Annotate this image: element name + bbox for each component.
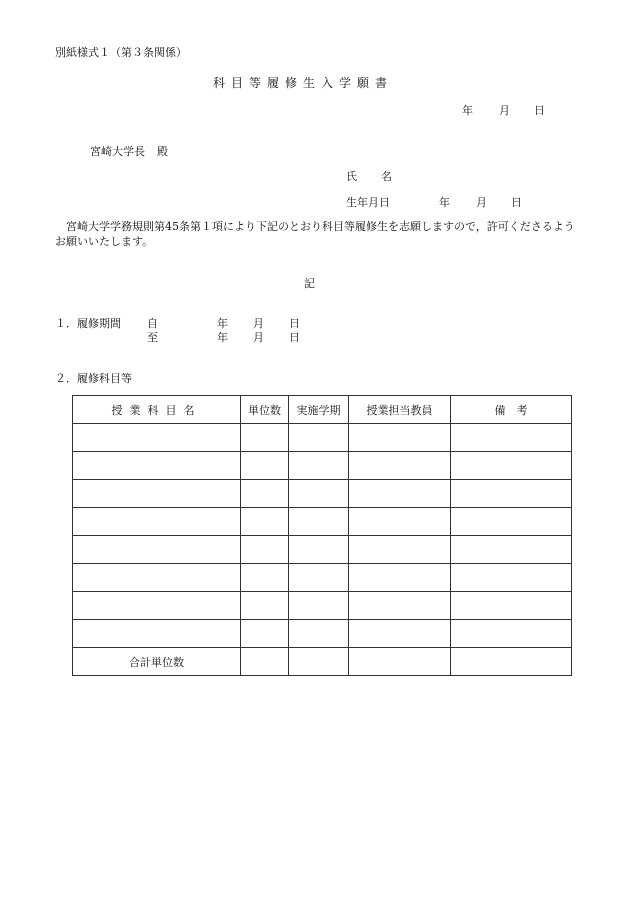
subject-cell[interactable] — [73, 536, 241, 564]
remarks-cell[interactable] — [451, 620, 572, 648]
instructor-cell[interactable] — [349, 424, 451, 452]
table-row — [73, 620, 572, 648]
col-instructor: 授業担当教員 — [349, 396, 451, 424]
remarks-cell[interactable] — [451, 536, 572, 564]
subjects-heading: ２．履修科目等 — [55, 372, 132, 385]
document-title: 科目等履修生入学願書 — [213, 76, 394, 90]
credits-cell[interactable] — [241, 508, 289, 536]
birth-month-label: 月 — [476, 196, 487, 209]
table-header-row — [73, 396, 572, 424]
period-heading: １．履修期間 — [55, 317, 121, 330]
table-row — [73, 452, 572, 480]
birth-year-label: 年 — [439, 196, 450, 209]
credits-cell[interactable] — [241, 620, 289, 648]
col-remarks: 備 考 — [451, 396, 572, 424]
addressee-honorific: 殿 — [157, 145, 168, 158]
credits-cell[interactable] — [241, 536, 289, 564]
birthdate-label: 生年月日 — [346, 196, 390, 209]
remarks-cell[interactable] — [451, 564, 572, 592]
period-to-day: 日 — [289, 331, 300, 344]
table-row — [73, 564, 572, 592]
subject-cell[interactable] — [73, 592, 241, 620]
birth-day-label: 日 — [511, 196, 522, 209]
semester-cell[interactable] — [289, 592, 349, 620]
table-row — [73, 424, 572, 452]
semester-cell[interactable] — [289, 620, 349, 648]
subject-cell[interactable] — [73, 564, 241, 592]
subject-cell[interactable] — [73, 424, 241, 452]
semester-cell[interactable] — [289, 508, 349, 536]
col-semester: 実施学期 — [289, 396, 349, 424]
date-month-label: 月 — [499, 104, 510, 117]
subject-cell[interactable] — [73, 620, 241, 648]
credits-cell[interactable] — [241, 452, 289, 480]
col-subject-name: 授業科目名 — [73, 396, 241, 424]
instructor-cell[interactable] — [349, 592, 451, 620]
remarks-cell[interactable] — [451, 452, 572, 480]
remarks-cell[interactable] — [451, 480, 572, 508]
instructor-cell[interactable] — [349, 508, 451, 536]
instructor-cell[interactable] — [349, 536, 451, 564]
total-credits-cell[interactable] — [241, 648, 289, 676]
name-label-1: 氏 — [346, 170, 357, 183]
instructor-cell[interactable] — [349, 564, 451, 592]
remarks-cell[interactable] — [451, 424, 572, 452]
subject-cell[interactable] — [73, 452, 241, 480]
application-statement: 宮崎大学学務規則第45条第１項により下記のとおり科目等履修生を志願しますので，許可くださるようお願いいたします。 — [55, 220, 575, 248]
ki-mark: 記 — [304, 277, 315, 290]
period-to-year: 年 — [217, 331, 228, 344]
remarks-cell[interactable] — [451, 592, 572, 620]
credits-cell[interactable] — [241, 592, 289, 620]
remarks-cell[interactable] — [451, 508, 572, 536]
total-row — [73, 648, 572, 676]
semester-cell[interactable] — [289, 424, 349, 452]
total-semester-cell — [289, 648, 349, 676]
credits-cell[interactable] — [241, 424, 289, 452]
instructor-cell[interactable] — [349, 452, 451, 480]
name-label-2: 名 — [381, 170, 392, 183]
credits-cell[interactable] — [241, 480, 289, 508]
total-credits-label: 合計単位数 — [73, 648, 241, 676]
semester-cell[interactable] — [289, 452, 349, 480]
credits-cell[interactable] — [241, 564, 289, 592]
period-to-month: 月 — [253, 331, 264, 344]
table-row — [73, 536, 572, 564]
table-row — [73, 508, 572, 536]
period-from-year: 年 — [217, 317, 228, 330]
semester-cell[interactable] — [289, 564, 349, 592]
period-from-label: 自 — [147, 317, 158, 330]
col-credits: 単位数 — [241, 396, 289, 424]
date-year-label: 年 — [462, 104, 473, 117]
table-row — [73, 592, 572, 620]
period-from-day: 日 — [289, 317, 300, 330]
total-instructor-cell — [349, 648, 451, 676]
semester-cell[interactable] — [289, 480, 349, 508]
period-from-month: 月 — [253, 317, 264, 330]
period-to-label: 至 — [147, 331, 158, 344]
subject-cell[interactable] — [73, 480, 241, 508]
total-remarks-cell — [451, 648, 572, 676]
instructor-cell[interactable] — [349, 480, 451, 508]
instructor-cell[interactable] — [349, 620, 451, 648]
semester-cell[interactable] — [289, 536, 349, 564]
subjects-table — [72, 395, 572, 676]
subject-cell[interactable] — [73, 508, 241, 536]
addressee-name: 宮崎大学長 — [90, 145, 145, 158]
date-day-label: 日 — [534, 104, 545, 117]
table-row — [73, 480, 572, 508]
form-label: 別紙様式１（第３条関係） — [55, 46, 187, 59]
